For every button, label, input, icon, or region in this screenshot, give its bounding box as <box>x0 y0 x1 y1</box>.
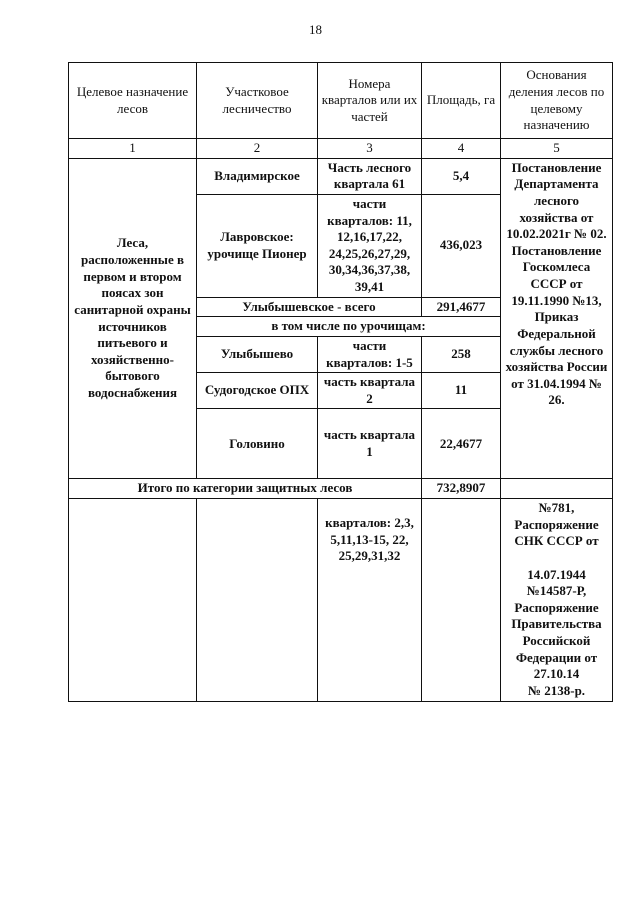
quarters-cell: часть квартала 2 <box>318 373 422 409</box>
total-row <box>69 479 613 499</box>
quarters-cell: части кварталов: 1-5 <box>318 336 422 372</box>
forestry-cell: Владимирское <box>197 158 318 194</box>
basis-cell: №781, Распоряжение СНК СССР от 14.07.1944 №14587-Р, Распоряжение Правительства Российской Федерации от 27.10.14 № 2138-р. <box>501 499 613 702</box>
subtotal-label: Улыбышевское - всего <box>197 297 422 317</box>
area-cell: 11 <box>422 373 501 409</box>
purpose-cell: Леса, расположенные в первом и втором поясах зон санитарной охраны источников питьевого и хозяйственно-бытового водоснабжения <box>69 158 197 479</box>
table-row <box>69 158 613 194</box>
by-tract-label: в том числе по урочищам: <box>197 317 501 337</box>
column-number: 5 <box>501 139 613 159</box>
page-number: 18 <box>309 22 322 37</box>
header-quarters: Номера кварталов или их частей <box>318 63 422 139</box>
quarters-cell: часть квартала 1 <box>318 409 422 479</box>
header-area: Площадь, га <box>422 63 501 139</box>
forestry-cell: Лавровское: урочище Пионер <box>197 194 318 297</box>
table-row <box>69 499 613 702</box>
total-label: Итого по категории защитных лесов <box>69 479 422 499</box>
forestry-cell: Улыбышево <box>197 336 318 372</box>
forest-table <box>68 62 613 702</box>
column-number: 4 <box>422 139 501 159</box>
column-number: 3 <box>318 139 422 159</box>
area-cell: 5,4 <box>422 158 501 194</box>
column-number-row <box>69 139 613 159</box>
column-number: 2 <box>197 139 318 159</box>
forestry-cell: Головино <box>197 409 318 479</box>
header-row <box>69 63 613 139</box>
column-number: 1 <box>69 139 197 159</box>
basis-cell: Постановление Департамента лесного хозяйства от 10.02.2021г № 02. Постановление Госкомлеса СССР от 19.11.1990 №13, Приказ Федеральной службы лесного хозяйства России от 31.04.1994 № 26. <box>501 158 613 479</box>
quarters-cell: Часть лесного квартала 61 <box>318 158 422 194</box>
header-forestry: Участковое лесничество <box>197 63 318 139</box>
area-cell <box>422 499 501 702</box>
area-cell: 258 <box>422 336 501 372</box>
forestry-cell: Судогодское ОПХ <box>197 373 318 409</box>
forestry-cell <box>197 499 318 702</box>
quarters-cell: части кварталов: 11, 12,16,17,22, 24,25,26,27,29, 30,34,36,37,38, 39,41 <box>318 194 422 297</box>
area-cell: 22,4677 <box>422 409 501 479</box>
subtotal-area: 291,4677 <box>422 297 501 317</box>
header-purpose: Целевое назначение лесов <box>69 63 197 139</box>
area-cell: 436,023 <box>422 194 501 297</box>
header-basis: Основания деления лесов по целевому назначению <box>501 63 613 139</box>
quarters-cell: кварталов: 2,3, 5,11,13-15, 22, 25,29,31,32 <box>318 499 422 702</box>
purpose-cell <box>69 499 197 702</box>
total-area: 732,8907 <box>422 479 501 499</box>
total-basis-cell <box>501 479 613 499</box>
